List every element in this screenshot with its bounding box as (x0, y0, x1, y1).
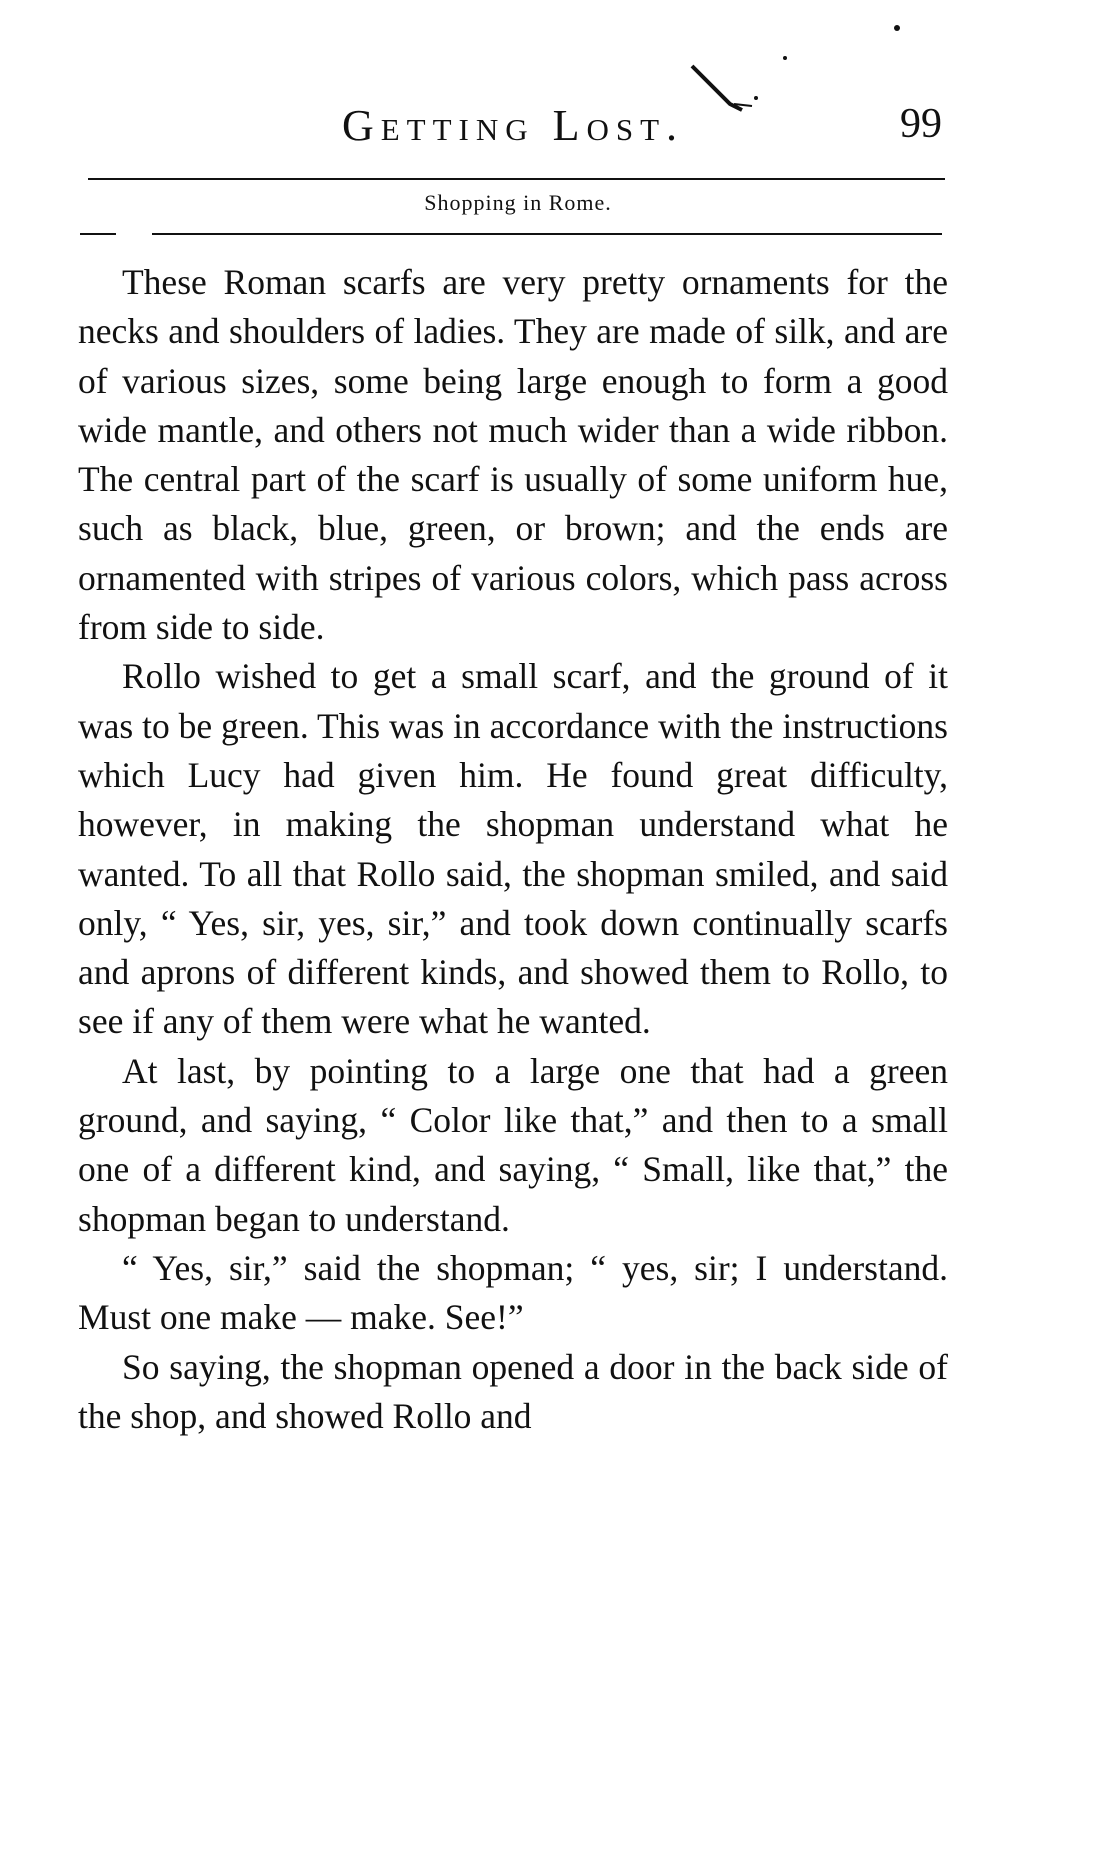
paragraph: “ Yes, sir,” said the shopman; “ yes, sir; I understand. Must one make — make. See!” (78, 1247, 948, 1338)
body-text (78, 258, 948, 1441)
page-number: 99 (900, 101, 942, 147)
ink-speck-mark (893, 24, 901, 32)
running-title: Getting Lost. (341, 101, 685, 150)
subheading-rule (152, 233, 942, 235)
section-subheading: Shopping in Rome. (424, 190, 612, 215)
paragraph: These Roman scarfs are very pretty ornaments for the necks and shoulders of ladies. They are made of silk, and are of various sizes, some being large enough to form a good wide mantle, and others not much wider than a wide ribbon. The central part of the scarf is usually of some uniform hue, such as black, blue, green, or brown; and the ends are ornamented with stripes of various colors, which pass across from side to side. (78, 262, 948, 648)
ink-speck-mark (782, 55, 788, 61)
paragraph: Rollo wished to get a small scarf, and the ground of it was to be green. This was in accordance with the instructions which Lucy had given him. He found great difficulty, however, in making the shopman understand what he wanted. To all that Rollo said, the shopman smiled, and said only, “ Yes, sir, yes, sir,” and took down continually scarfs and aprons of different kinds, and showed them to Rollo, to see if any of them were what he wanted. (78, 656, 948, 1042)
subheading-rule-left (80, 233, 116, 235)
paragraph: So saying, the shopman opened a door in the back side of the shop, and showed Rollo and (78, 1346, 948, 1436)
ink-smudge-mark (690, 60, 760, 120)
paragraph: At last, by pointing to a large one that had a green ground, and saying, “ Color like that,” and then to a small one of a different kind, and saying, “ Small, like that,” the shopman began to understand. (78, 1050, 948, 1239)
running-head (78, 100, 948, 160)
header-rule (88, 178, 945, 180)
